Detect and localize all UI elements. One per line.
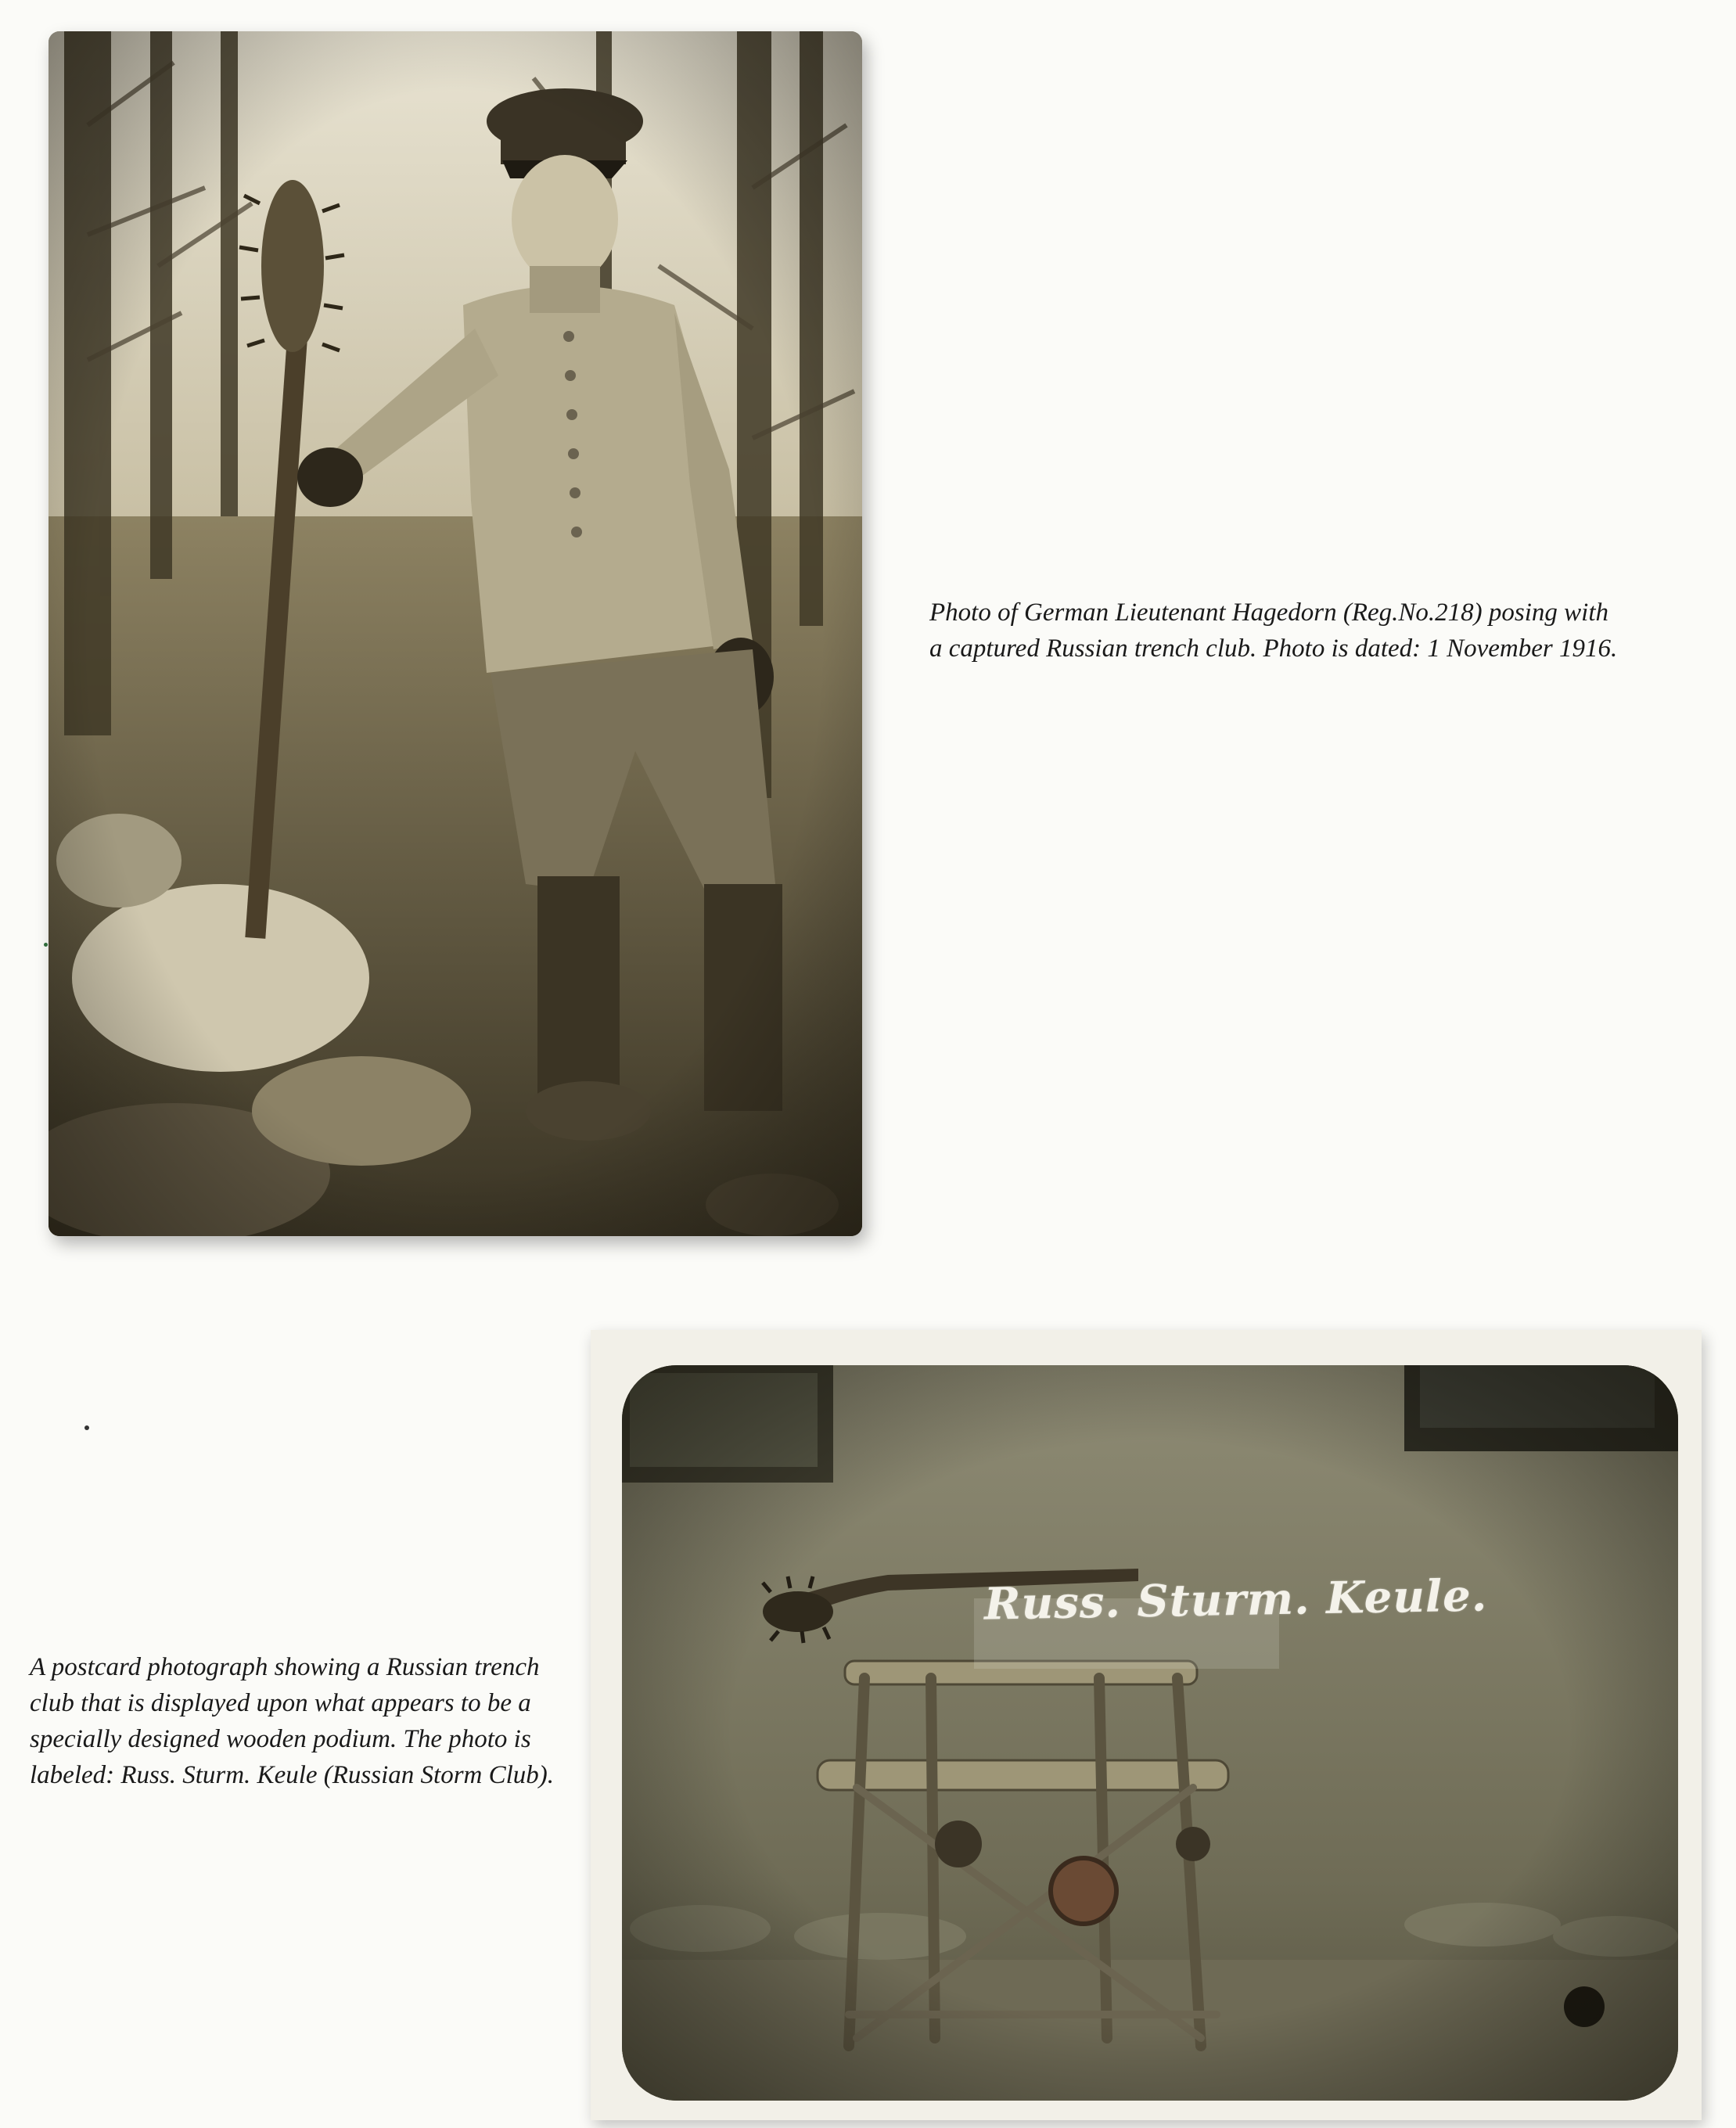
podium-photo-illustration xyxy=(622,1365,1678,2101)
scan-dust-speck xyxy=(84,1425,89,1430)
caption-postcard-photo: A postcard photograph showing a Russian trench club that is displayed upon what appears to be a specially designed wooden podium. The photo is labeled: Russ. Sturm. Keule (Russian Storm Club). xyxy=(30,1653,555,1789)
caption-officer-photo: Photo of German Lieutenant Hagedorn (Reg.No.218) posing with a captured Russian trench club. Photo is dated: 1 November 1916. xyxy=(929,598,1618,663)
officer-photo-illustration xyxy=(49,31,862,1236)
scan-dust-speck xyxy=(44,943,48,947)
postcard-handwritten-label: Russ. Sturm. Keule. xyxy=(983,1569,1488,1630)
photo-officer-with-trench-club xyxy=(49,31,862,1236)
photo-trench-club-on-podium xyxy=(622,1365,1678,2101)
